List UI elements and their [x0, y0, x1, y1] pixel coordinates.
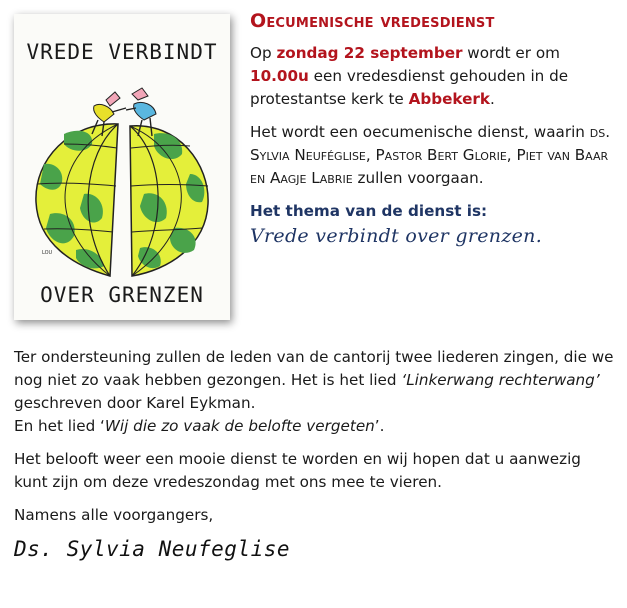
poster-top-text: VREDE VERBINDT	[26, 40, 218, 64]
intro-text-4: .	[489, 90, 495, 108]
main-column	[250, 10, 620, 259]
regards-line: Namens alle voorgangers,	[14, 506, 214, 524]
artist-mark: LOU	[42, 250, 53, 256]
choir-text-4: ’.	[374, 417, 385, 435]
intro-text-2: wordt er om	[462, 44, 560, 62]
vrede-verbindt-illustration	[14, 14, 230, 320]
poster-bottom-text: OVER GRENZEN	[40, 283, 204, 307]
theme-text: Vrede verbindt over grenzen.	[250, 225, 543, 247]
ministers-post: zullen voorgaan.	[352, 169, 484, 187]
closing-paragraph: Het belooft weer een mooie dienst te worden en wij hopen dat u aanwezig kunt zijn om deze vredeszondag met ons mee te vieren.	[14, 450, 581, 491]
service-time: 10.00u	[250, 67, 309, 85]
song-title-1: ‘Linkerwang rechterwang’	[401, 371, 600, 389]
song-title-2: Wij die zo vaak de belofte vergeten	[104, 417, 375, 435]
poster-image	[14, 14, 230, 320]
intro-paragraph	[250, 42, 620, 111]
body-text	[14, 346, 614, 561]
choir-text-1: Ter ondersteuning zullen de leden van de cantorij twee liederen zingen, die we nog niet zo vaak hebben gezongen. Het is het lied	[14, 348, 614, 389]
service-place: Abbekerk	[408, 90, 490, 108]
choir-text-2: geschreven door Karel Eykman.	[14, 394, 256, 412]
ministers-names: ds. Sylvia Neuféglise, Pastor Bert Glorie, Piet van Baar en Aagje Labrie	[250, 123, 611, 187]
intro-text-3: een vredesdienst gehouden in de protestantse kerk te	[250, 67, 569, 108]
ministers-pre: Het wordt een oecumenische dienst, waarin	[250, 123, 590, 141]
page-title: Oecumenische vredesdienst	[250, 10, 495, 32]
choir-text-3: En het lied ‘	[14, 417, 105, 435]
theme-label: Het thema van de dienst is:	[250, 202, 488, 220]
choir-paragraph	[14, 346, 614, 438]
ministers-paragraph	[250, 121, 620, 190]
right-globe-half	[130, 126, 208, 276]
signature: Ds. Sylvia Neufeglise	[14, 537, 291, 561]
service-date: zondag 22 september	[276, 44, 463, 62]
intro-text-1: Op	[250, 44, 277, 62]
